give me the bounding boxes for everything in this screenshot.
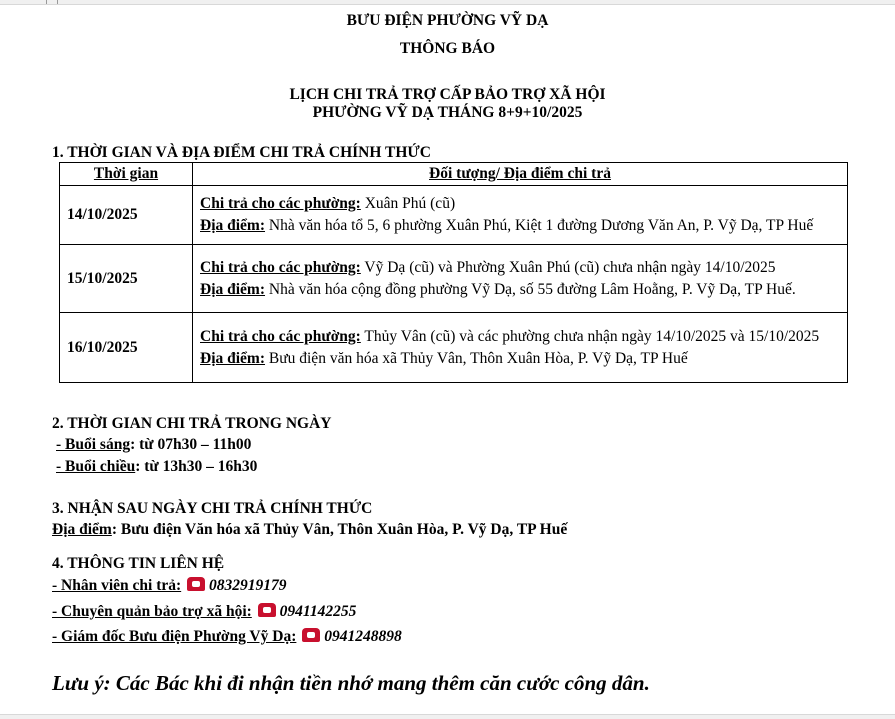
contact-label: - Giám đốc Bưu điện Phường Vỹ Dạ:: [52, 628, 297, 645]
late-place-value: : Bưu điện Văn hóa xã Thủy Vân, Thôn Xuân Hòa, P. Vỹ Dạ, TP Huế: [111, 521, 568, 538]
table-header-row: [60, 163, 848, 186]
contact-label: - Nhân viên chi trả:: [52, 577, 182, 594]
place-label: Địa điểm:: [200, 217, 266, 234]
table-row: [60, 313, 848, 383]
row-date: 15/10/2025: [60, 245, 193, 313]
contact-phone: 0832919179: [209, 577, 287, 594]
place-value: Bưu điện văn hóa xã Thủy Vân, Thôn Xuân Hòa, P. Vỹ Dạ, TP Huế: [265, 349, 688, 367]
notice-title: THÔNG BÁO: [399, 40, 496, 57]
col-time-header: Thời gian: [93, 165, 159, 182]
reminder-note: Lưu ý: Các Bác khi đi nhận tiền nhớ mang thêm căn cước công dân.: [52, 671, 650, 695]
afternoon-hours: [56, 458, 257, 476]
telephone-icon: [258, 603, 276, 617]
late-pickup-place: [52, 521, 567, 539]
doc-title-line2: PHƯỜNG VỸ DẠ THÁNG 8+9+10/2025: [312, 104, 583, 121]
morning-label: - Buổi sáng: [56, 436, 131, 453]
section1-heading: 1. THỜI GIAN VÀ ĐỊA ĐIỂM CHI TRẢ CHÍNH THỨC: [52, 144, 431, 161]
contact-row: [52, 577, 287, 595]
section3-heading: 3. NHẬN SAU NGÀY CHI TRẢ CHÍNH THỨC: [52, 500, 373, 517]
schedule-table: [59, 162, 848, 383]
ruler-marker: [46, 0, 58, 4]
wards-value: Vỹ Dạ (cũ) và Phường Xuân Phú (cũ) chưa nhận ngày 14/10/2025: [360, 258, 776, 276]
wards-value: Xuân Phú (cũ): [360, 195, 456, 212]
place-label: Địa điểm:: [200, 349, 266, 367]
wards-label: Chi trả cho các phường:: [200, 195, 361, 212]
wards-label: Chi trả cho các phường:: [200, 327, 361, 345]
contact-row: [52, 628, 402, 646]
row-date: 16/10/2025: [60, 313, 193, 383]
place-value: Nhà văn hóa cộng đồng phường Vỹ Dạ, số 55 đường Lâm Hoằng, P. Vỹ Dạ, TP Huế.: [265, 280, 796, 298]
ruler-bottom: [0, 714, 895, 719]
contact-label: - Chuyên quản bảo trợ xã hội:: [52, 603, 252, 620]
section4-heading: 4. THÔNG TIN LIÊN HỆ: [52, 555, 225, 572]
contact-phone: 0941248898: [324, 628, 402, 645]
wards-label: Chi trả cho các phường:: [200, 258, 361, 276]
row-date: 14/10/2025: [60, 186, 193, 245]
contact-phone: 0941142255: [279, 603, 357, 620]
afternoon-label: - Buổi chiều: [56, 458, 136, 475]
row-info: [193, 186, 848, 245]
row-info: [193, 245, 848, 313]
ruler-top: [0, 0, 895, 5]
place-value: Nhà văn hóa tổ 5, 6 phường Xuân Phú, Kiệt 1 đường Dương Văn An, P. Vỹ Dạ, TP Huế: [265, 217, 814, 234]
contact-row: [52, 603, 356, 621]
section2-heading: 2. THỜI GIAN CHI TRẢ TRONG NGÀY: [52, 415, 332, 432]
late-place-label: Địa điểm: [52, 521, 112, 538]
place-label: Địa điểm:: [200, 280, 266, 298]
doc-title-line1: LỊCH CHI TRẢ TRỢ CẤP BẢO TRỢ XÃ HỘI: [289, 86, 606, 103]
table-row: [60, 245, 848, 313]
col-place-header: Đối tượng/ Địa điểm chi trả: [429, 165, 611, 182]
wards-value: Thủy Vân (cũ) và các phường chưa nhận ngày 14/10/2025 và 15/10/2025: [360, 327, 820, 345]
telephone-icon: [302, 628, 320, 642]
afternoon-value: : từ 13h30 – 16h30: [135, 458, 258, 475]
table-row: [60, 186, 848, 245]
row-info: [193, 313, 848, 383]
morning-hours: [56, 436, 251, 454]
org-name: BƯU ĐIỆN PHƯỜNG VỸ DẠ: [346, 12, 549, 29]
telephone-icon: [187, 577, 205, 591]
morning-value: : từ 07h30 – 11h00: [130, 436, 252, 453]
